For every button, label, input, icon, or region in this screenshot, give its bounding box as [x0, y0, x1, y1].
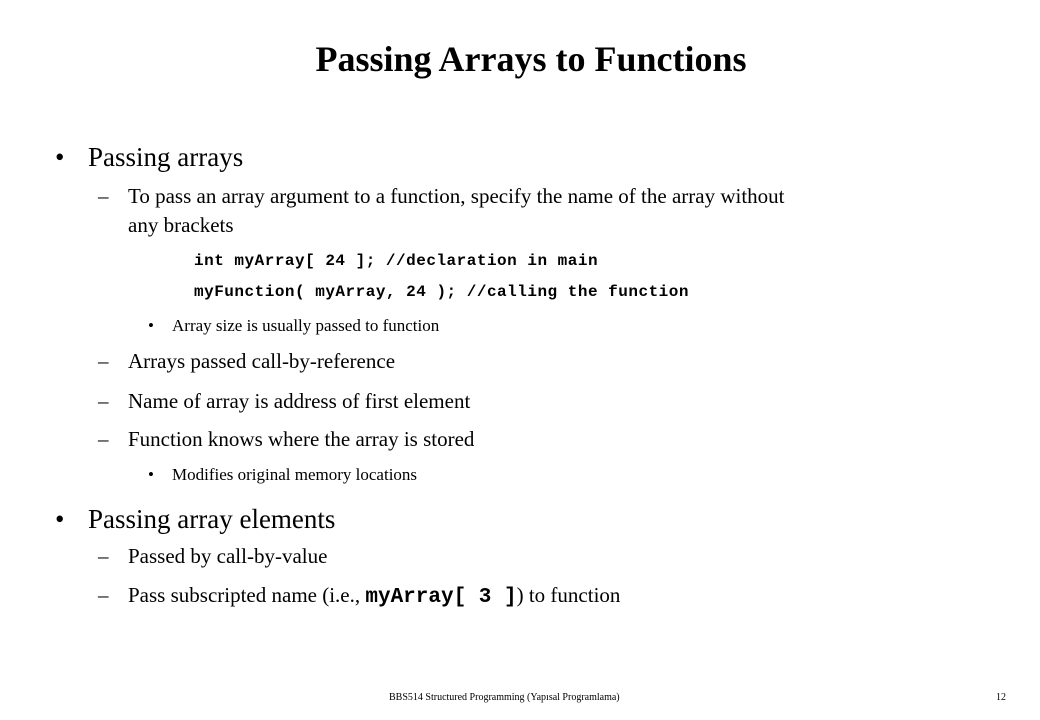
dash-marker: – — [98, 389, 109, 413]
item-call-by-value: Passed by call-by-value — [128, 544, 328, 568]
dash-marker: – — [98, 583, 109, 607]
item-name-is-address: Name of array is address of first element — [128, 389, 471, 413]
item-pass-array-argument-cont: any brackets — [128, 213, 234, 237]
dash-marker: – — [98, 349, 109, 373]
bullet-passing-arrays: Passing arrays — [88, 142, 244, 172]
code-declaration: int myArray[ 24 ]; //declaration in main — [194, 252, 599, 270]
subitem-modifies-memory: Modifies original memory locations — [172, 465, 418, 484]
item-function-knows: Function knows where the array is stored — [128, 427, 475, 451]
footer-page-number: 12 — [996, 692, 1006, 703]
item-pass-subscripted — [128, 583, 620, 609]
dash-marker: – — [98, 184, 109, 208]
dash-marker: – — [98, 544, 109, 568]
sub-bullet-marker: • — [148, 316, 154, 335]
inline-code-myarray: myArray[ 3 ] — [365, 586, 517, 609]
subitem-array-size: Array size is usually passed to function — [172, 316, 440, 335]
item-pass-array-argument: To pass an array argument to a function, specify the name of the array without — [128, 184, 785, 208]
bullet-passing-elements: Passing array elements — [88, 504, 336, 534]
bullet-marker: • — [55, 504, 65, 534]
slide-title: Passing Arrays to Functions — [315, 39, 747, 79]
bullet-marker: • — [55, 142, 65, 172]
item-pass-subscripted-before: Pass subscripted name (i.e., — [128, 583, 366, 607]
code-function-call: myFunction( myArray, 24 ); //calling the function — [194, 283, 689, 301]
item-pass-subscripted-after: ) to function — [516, 583, 621, 607]
item-call-by-reference: Arrays passed call-by-reference — [128, 349, 396, 373]
sub-bullet-marker: • — [148, 465, 154, 484]
footer-course: BBS514 Structured Programming (Yapısal Programlama) — [389, 692, 620, 703]
dash-marker: – — [98, 427, 109, 451]
